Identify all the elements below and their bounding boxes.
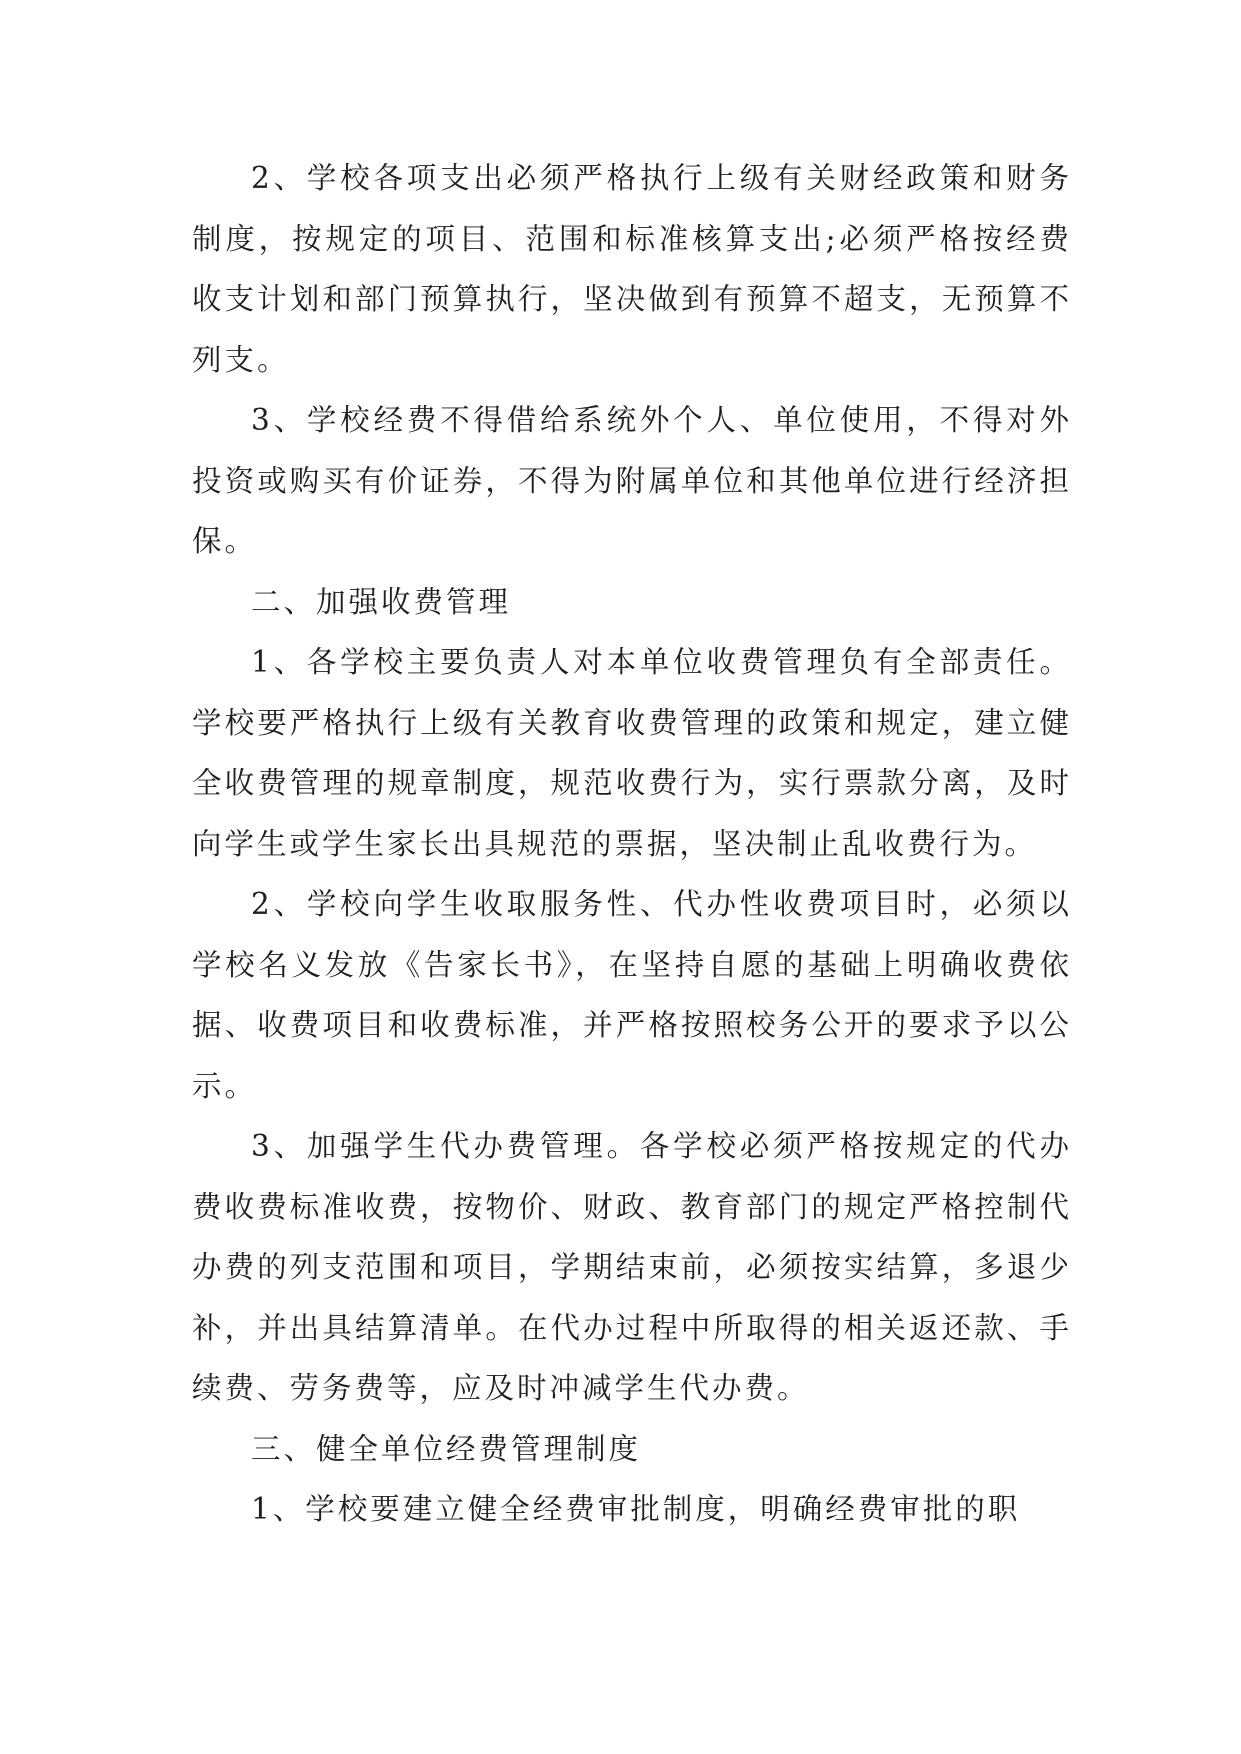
- section-heading-fund-system: 三、健全单位经费管理制度: [251, 1431, 642, 1466]
- paragraph-expenditure-rules: 2、学校各项支出必须严格执行上级有关财经政策和财务制度，按规定的项目、范围和标准核算支出;必须严格按经费收支计划和部门预算执行，坚决做到有预算不超支，无预算不列支。: [192, 161, 1072, 377]
- document-body: [192, 148, 1072, 1540]
- paragraph-agency-fees: 3、加强学生代办费管理。各学校必须严格按规定的代办费收费标准收费，按物价、财政、教育部门的规定严格控制代办费的列支范围和项目，学期结束前，必须按实结算，多退少补，并出具结算清单。在代办过程中所取得的相关返还款、手续费、劳务费等，应及时冲减学生代办费。: [192, 1129, 1072, 1405]
- section-heading-fee-management: 二、加强收费管理: [251, 584, 512, 619]
- paragraph-fee-responsibility: 1、各学校主要负责人对本单位收费管理负有全部责任。学校要严格执行上级有关教育收费管理的政策和规定，建立健全收费管理的规章制度，规范收费行为，实行票款分离，及时向学生或学生家长出具规范的票据，坚决制止乱收费行为。: [192, 645, 1072, 861]
- paragraph-service-fees: 2、学校向学生收取服务性、代办性收费项目时，必须以学校名义发放《告家长书》，在坚持自愿的基础上明确收费依据、收费项目和收费标准，并严格按照校务公开的要求予以公示。: [192, 887, 1072, 1103]
- paragraph-no-lending: 3、学校经费不得借给系统外个人、单位使用，不得对外投资或购买有价证券，不得为附属单位和其他单位进行经济担保。: [192, 403, 1072, 558]
- paragraph-approval-system: 1、学校要建立健全经费审批制度，明确经费审批的职: [251, 1492, 1021, 1526]
